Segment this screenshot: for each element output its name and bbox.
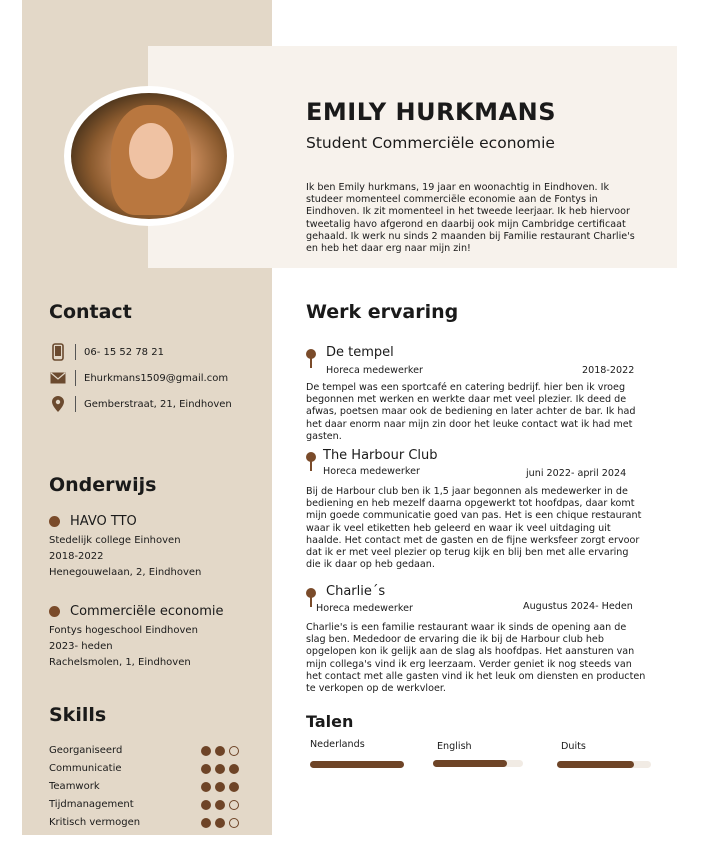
contact-phone (49, 342, 164, 362)
rating-dot-icon (215, 764, 225, 774)
bullet-icon (49, 606, 60, 617)
phone-icon (49, 343, 67, 361)
job-description: Charlie's is een familie restaurant waar ik sinds de opening aan de slag ben. Mededoor de ervaring die ik bij de Harbour club heb opgelopen kon ik gelijk aan de slag als hoofdpas. Het aansturen van mijn collega's vind ik erg leerzaam. Verder geniet ik nog steeds van het contact met alle gasten vind ik het leuk om diensten en producten te verkopen op de werkvloer. (306, 622, 646, 695)
subtitle: Student Commerciële economie (306, 134, 555, 152)
timeline-pin-icon (306, 588, 316, 598)
skill-row (49, 817, 239, 828)
skill-rating (201, 746, 239, 756)
skill-label: Teamwork (49, 781, 100, 792)
skills-heading: Skills (49, 704, 107, 726)
skill-label: Tijdmanagement (49, 799, 134, 810)
rating-dot-icon (229, 800, 239, 810)
job-title: Charlie´s (326, 584, 386, 599)
skill-rating (201, 818, 239, 828)
email-text: Ehurkmans1509@gmail.com (84, 372, 229, 384)
language-bar (433, 760, 523, 767)
rating-dot-icon (201, 746, 211, 756)
skill-label: Communicatie (49, 763, 122, 774)
education-heading: Onderwijs (49, 474, 157, 496)
contact-address (49, 394, 232, 414)
contact-email (49, 368, 228, 388)
education-school: Stedelijk college Einhoven (49, 535, 181, 546)
job-date: 2018-2022 (582, 365, 635, 376)
rating-dot-icon (229, 746, 239, 756)
languages-heading: Talen (306, 712, 354, 731)
work-heading: Werk ervaring (306, 301, 459, 323)
skill-row (49, 763, 239, 774)
rating-dot-icon (215, 746, 225, 756)
skill-label: Kritisch vermogen (49, 817, 141, 828)
rating-dot-icon (215, 782, 225, 792)
job-role: Horeca medewerker (316, 603, 413, 614)
job-role: Horeca medewerker (326, 365, 423, 376)
location-pin-icon (49, 396, 67, 412)
skill-row (49, 781, 239, 792)
education-item-title: HAVO TTO (49, 514, 137, 529)
job-role: Horeca medewerker (323, 466, 420, 477)
profile-photo (64, 86, 234, 226)
job-date: juni 2022- april 2024 (526, 468, 627, 479)
intro-text: Ik ben Emily hurkmans, 19 jaar en woonachtig in Eindhoven. Ik studeer momenteel commerciële economie aan de Fontys in Eindhoven. Ik zit momenteel in het tweede leerjaar. Ik heb hiervoor tweetalig havo afgerond en daarbij ook mijn Cambridge certificaat gehaald. Ik werk nu sinds 2 maanden bij Familie restaurant Charlie's en heb het daar erg naar mijn zin! (306, 182, 635, 255)
contact-heading: Contact (49, 301, 132, 323)
rating-dot-icon (229, 782, 239, 792)
language-bar (557, 761, 651, 768)
job-title: The Harbour Club (323, 448, 438, 463)
job-description: Bij de Harbour club ben ik 1,5 jaar begonnen als medewerker in de bediening en heb mezelf daarna opgewerkt tot hoofdpas, daar komt mijn goede communicatie goed van pas. Het is een chique restaurant waar ik veel etiketten heb geleerd en waar ik veel uitdaging uit haalde. Het contact met de gasten en de fijne werksfeer zorgt ervoor dat ik er met veel plezier op terug kijk en blij ben met alle ervaring die ik daar op heb gedaan. (306, 486, 642, 571)
education-school: Fontys hogeschool Eindhoven (49, 625, 198, 636)
rating-dot-icon (201, 782, 211, 792)
rating-dot-icon (215, 818, 225, 828)
skill-rating (201, 800, 239, 810)
education-period: 2023- heden (49, 641, 113, 652)
timeline-pin-icon (306, 452, 316, 462)
education-period: 2018-2022 (49, 551, 104, 562)
education-address: Henegouwelaan, 2, Eindhoven (49, 567, 202, 578)
skill-row (49, 745, 239, 756)
bullet-icon (49, 516, 60, 527)
rating-dot-icon (201, 764, 211, 774)
job-date: Augustus 2024- Heden (523, 601, 633, 612)
rating-dot-icon (229, 818, 239, 828)
timeline-pin-icon (306, 349, 316, 359)
education-item-title: Commerciële economie (49, 604, 223, 619)
rating-dot-icon (229, 764, 239, 774)
skill-row (49, 799, 239, 810)
education-address: Rachelsmolen, 1, Eindhoven (49, 657, 191, 668)
skill-label: Georganiseerd (49, 745, 123, 756)
skill-rating (201, 782, 239, 792)
rating-dot-icon (201, 818, 211, 828)
address-text: Gemberstraat, 21, Eindhoven (84, 398, 232, 410)
language-label: Duits (561, 741, 586, 752)
rating-dot-icon (201, 800, 211, 810)
job-title: De tempel (326, 345, 394, 360)
language-bar (310, 761, 404, 768)
skill-rating (201, 764, 239, 774)
phone-text: 06- 15 52 78 21 (84, 346, 164, 358)
rating-dot-icon (215, 800, 225, 810)
name-title: EMILY HURKMANS (306, 98, 556, 126)
job-description: De tempel was een sportcafé en catering bedrijf. hier ben ik vroeg begonnen met werken en werkte daar met veel plezier. Ik deed de afwas, poetsen maar ook de bediening en later achter de bar. Ik had het daar enorm naar mijn zin door het leuke contact wat ik had met gasten. (306, 382, 636, 442)
language-label: Nederlands (310, 739, 365, 750)
language-label: English (437, 741, 472, 752)
mail-icon (49, 372, 67, 384)
